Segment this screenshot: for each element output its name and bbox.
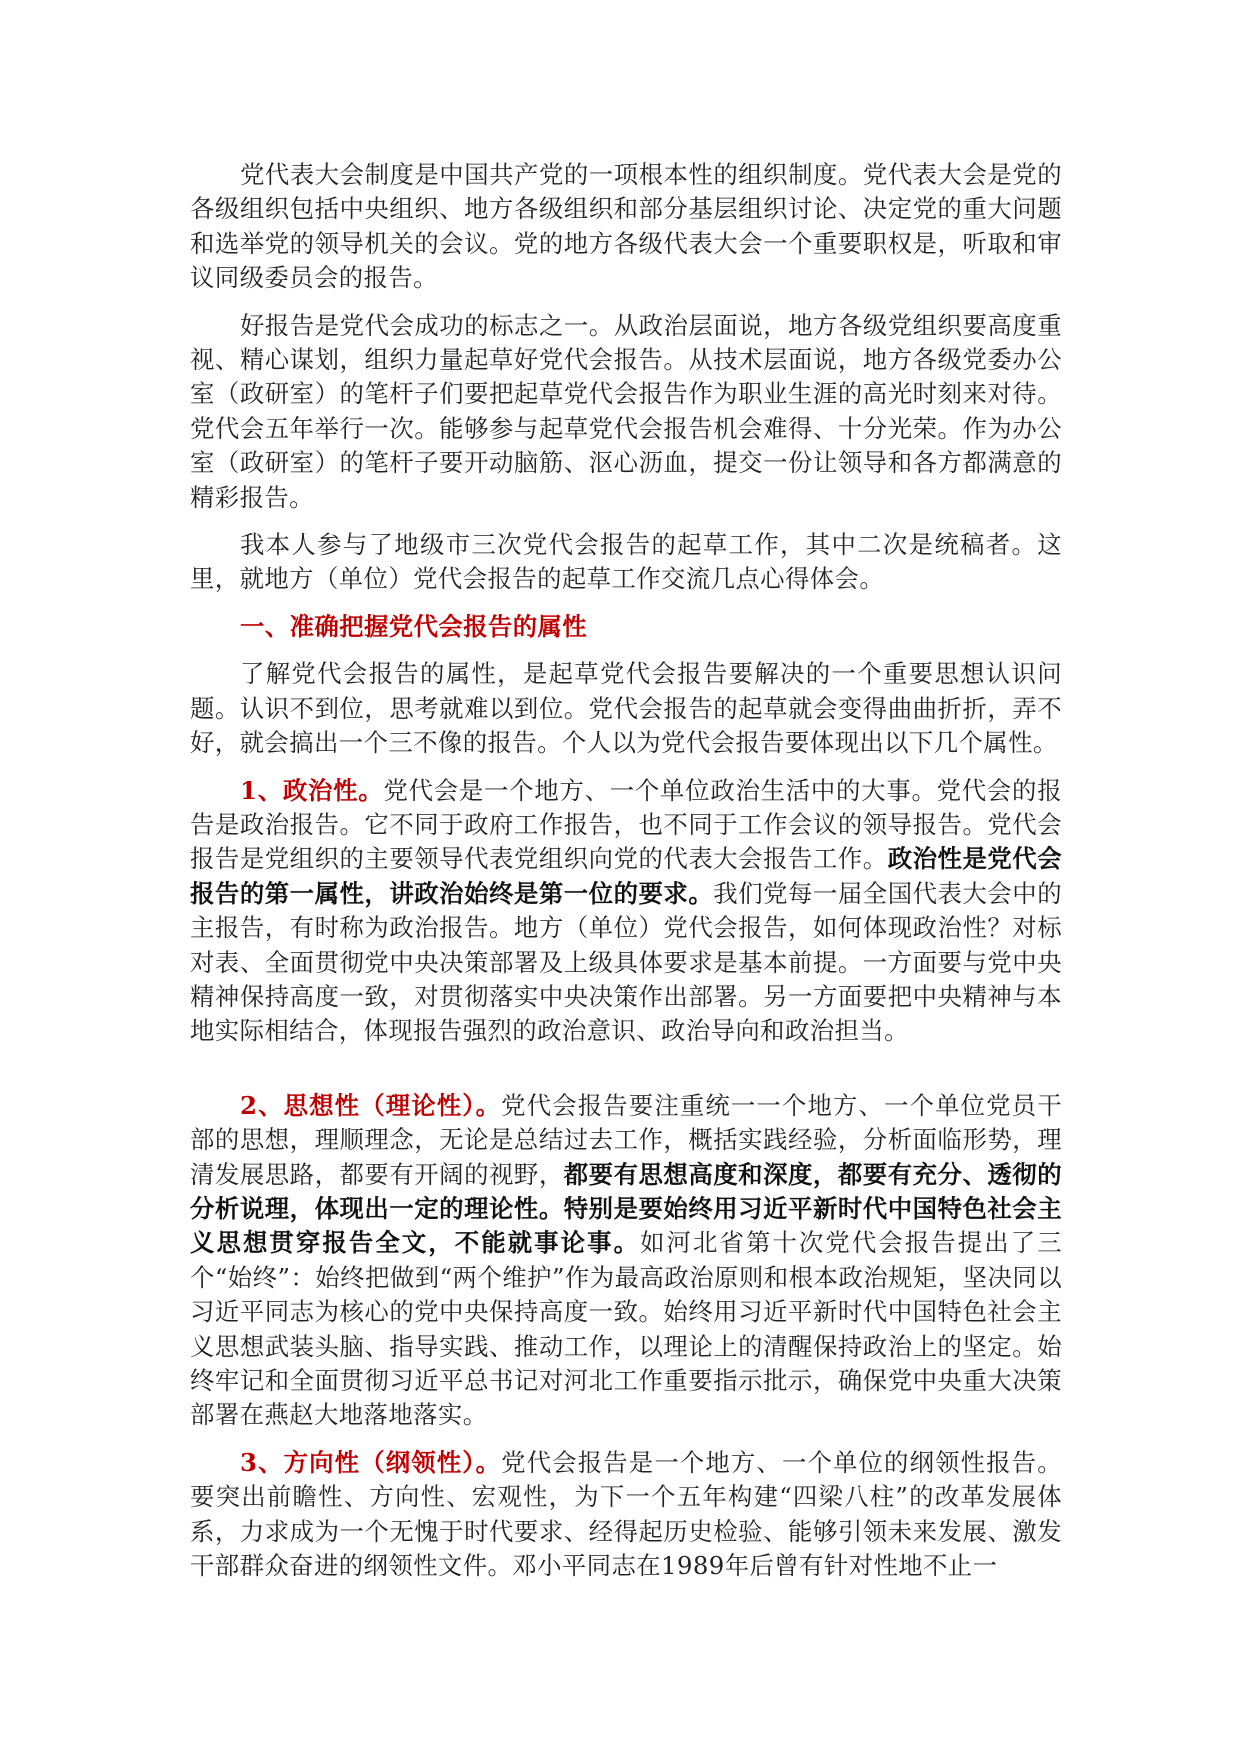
item-title-ideological: 2、思想性（理论性）。: [240, 1090, 502, 1120]
paragraph-intro: 党代表大会制度是中国共产党的一项根本性的组织制度。党代表大会是党的各级组织包括中央组织、地方各级组织和部分基层组织讨论、决定党的重大问题和选举党的领导机关的会议。党的地方各级代表大会一个重要职权是，听取和审议同级委员会的报告。: [190, 160, 1062, 293]
item-text-political-a: 党代会是一个地方、一个单位政治生活中的大事。党代会的报告是政治报告。它不同于政府工作报告，也不同于工作会议的领导报告。党代会报告是党组织的主要领导代表党组织向党的代表大会报告工作。: [190, 775, 1062, 874]
paragraph-attributes-intro: 了解党代会报告的属性，是起草党代会报告要解决的一个重要思想认识问题。认识不到位，思考就难以到位。党代会报告的起草就会变得曲曲折折，弄不好，就会搞出一个三不像的报告。个人以为党代会报告要体现出以下几个属性。: [190, 659, 1062, 758]
item-text-ideological-b: 如河北省第十次党代会报告提出了三个“始终”：始终把做到“两个维护”作为最高政治原则和根本政治规矩，坚决同以习近平同志为核心的党中央保持高度一致。始终用习近平新时代中国特色社会主义思想武装头脑、指导实践、推动工作，以理论上的清醒保持政治上的坚定。始终牢记和全面贯彻习近平总书记对河北工作重要指示批示，确保党中央重大决策部署在燕赵大地落地落实。: [190, 1228, 1062, 1430]
paragraph-political: [190, 774, 1062, 1049]
item-text-directional: 党代会报告是一个地方、一个单位的纲领性报告。要突出前瞻性、方向性、宏观性，为下一个五年构建“四梁八柱”的改革发展体系，力求成为一个无愧于时代要求、经得起历史检验、能够引领未来发展、激发干部群众奋进的纲领性文件。邓小平同志在1989年后曾有针对性地不止一: [190, 1447, 1062, 1581]
paragraph-good-report: 好报告是党代会成功的标志之一。从政治层面说，地方各级党组织要高度重视、精心谋划，组织力量起草好党代会报告。从技术层面说，地方各级党委办公室（政研室）的笔杆子们要把起草党代会报告作为职业生涯的高光时刻来对待。党代会五年举行一次。能够参与起草党代会报告机会难得、十分光荣。作为办公室（政研室）的笔杆子要开动脑筋、沤心沥血，提交一份让领导和各方都满意的精彩报告。: [190, 310, 1062, 512]
paragraph-ideological: [190, 1089, 1062, 1433]
item-text-ideological-a: 党代会报告要注重统一一个地方、一个单位党员干部的思想，理顺理念，无论是总结过去工作，概括实践经验，分析面临形势，理清发展思路，都要有开阔的视野，: [190, 1090, 1062, 1189]
section-heading: [190, 610, 1062, 644]
item-text-political-b: 我们党每一届全国代表大会中的主报告，有时称为政治报告。地方（单位）党代会报告，如何体现政治性？对标对表、全面贯彻党中央决策部署及上级具体要求是基本前提。一方面要与党中央精神保持高度一致，对贯彻落实中央决策作出部署。另一方面要把中央精神与本地实际相结合，体现报告强烈的政治意识、政治导向和政治担当。: [190, 878, 1063, 1046]
item-title-directional: 3、方向性（纲领性）。: [240, 1447, 502, 1477]
item-bold-political: 政治性是党代会报告的第一属性，讲政治始终是第一位的要求。: [190, 844, 1062, 908]
section-heading-text: 一、准确把握党代会报告的属性: [240, 611, 588, 641]
paragraph-author-experience: 我本人参与了地级市三次党代会报告的起草工作，其中二次是统稿者。这里，就地方（单位）党代会报告的起草工作交流几点心得体会。: [190, 530, 1062, 594]
paragraph-directional: [190, 1446, 1062, 1584]
item-title-political: 1、政治性。: [240, 775, 384, 805]
item-bold-ideological: 都要有思想高度和深度，都要有充分、透彻的分析说理，体现出一定的理论性。特别是要始终用习近平新时代中国特色社会主义思想贯穿报告全文，不能就事论事。: [190, 1159, 1062, 1258]
document-body: [190, 158, 1062, 1596]
